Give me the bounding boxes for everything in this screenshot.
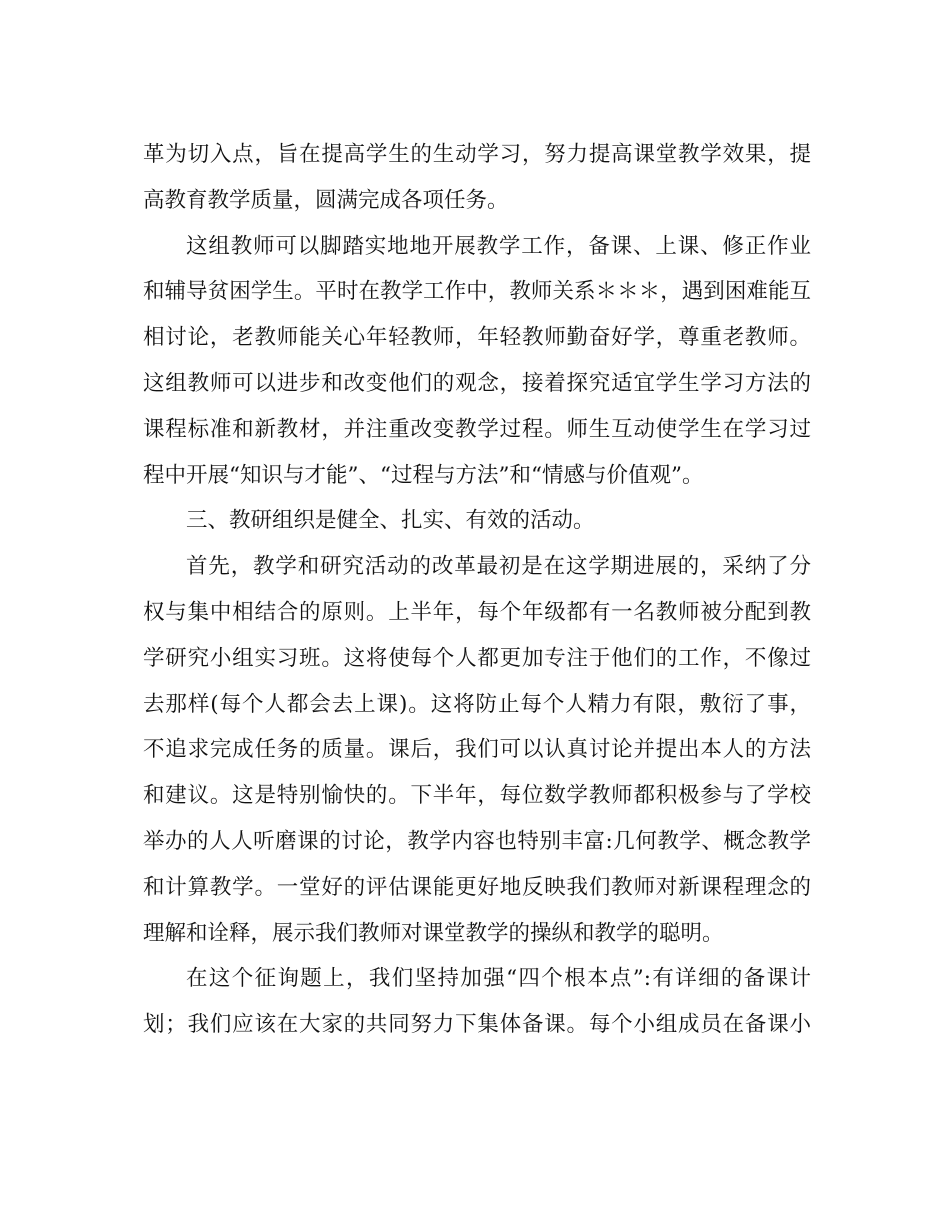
text-line: 课程标准和新教材，并注重改变教学过程。师生互动使学生在学习过 bbox=[143, 416, 811, 442]
text-line: 首先，教学和研究活动的改革最初是在这学期进展的，采纳了分 bbox=[186, 554, 811, 580]
text-line: 权与集中相结合的原则。上半年，每个年级都有一名教师被分配到教 bbox=[143, 599, 811, 625]
text-line: 举办的人人听磨课的讨论，教学内容也特别丰富:几何教学、概念教学 bbox=[143, 828, 811, 854]
text-line: 这组教师可以进步和改变他们的观念，接着探究适宜学生学习方法的 bbox=[143, 370, 811, 396]
text-line: 学研究小组实习班。这将使每个人都更加专注于他们的工作，不像过 bbox=[143, 645, 811, 671]
body-text bbox=[143, 132, 811, 1048]
text-line: 这组教师可以脚踏实地地开展教学工作，备课、上课、修正作业 bbox=[186, 233, 811, 259]
text-line: 和辅导贫困学生。平时在教学工作中，教师关系＊＊＊，遇到困难能互 bbox=[143, 279, 811, 305]
text-line: 不追求完成任务的质量。课后，我们可以认真讨论并提出本人的方法 bbox=[143, 737, 811, 763]
text-line: 去那样(每个人都会去上课)。这将防止每个人精力有限，敷衍了事， bbox=[143, 691, 811, 717]
text-line: 理解和诠释，展示我们教师对课堂教学的操纵和教学的聪明。 bbox=[143, 920, 724, 946]
text-line: 革为切入点，旨在提高学生的生动学习，努力提高课堂教学效果，提 bbox=[143, 142, 811, 167]
text-line: 和计算教学。一堂好的评估课能更好地反映我们教师对新课程理念的 bbox=[143, 874, 811, 900]
text-line: 和建议。这是特别愉快的。下半年，每位数学教师都积极参与了学校 bbox=[143, 783, 811, 809]
text-line: 程中开展“知识与才能”、“过程与方法”和“情感与价值观”。 bbox=[143, 462, 704, 488]
text-line: 相讨论，老教师能关心年轻教师，年轻教师勤奋好学，尊重老教师。 bbox=[143, 325, 811, 351]
section-heading: 三、教研组织是健全、扎实、有效的活动。 bbox=[186, 508, 595, 534]
text-line: 高教育教学质量，圆满完成各项任务。 bbox=[143, 187, 509, 213]
text-line: 划；我们应该在大家的共同努力下集体备课。每个小组成员在备课小 bbox=[143, 1012, 811, 1038]
text-line: 在这个征询题上，我们坚持加强“四个根本点”:有详细的备课计 bbox=[186, 966, 811, 992]
